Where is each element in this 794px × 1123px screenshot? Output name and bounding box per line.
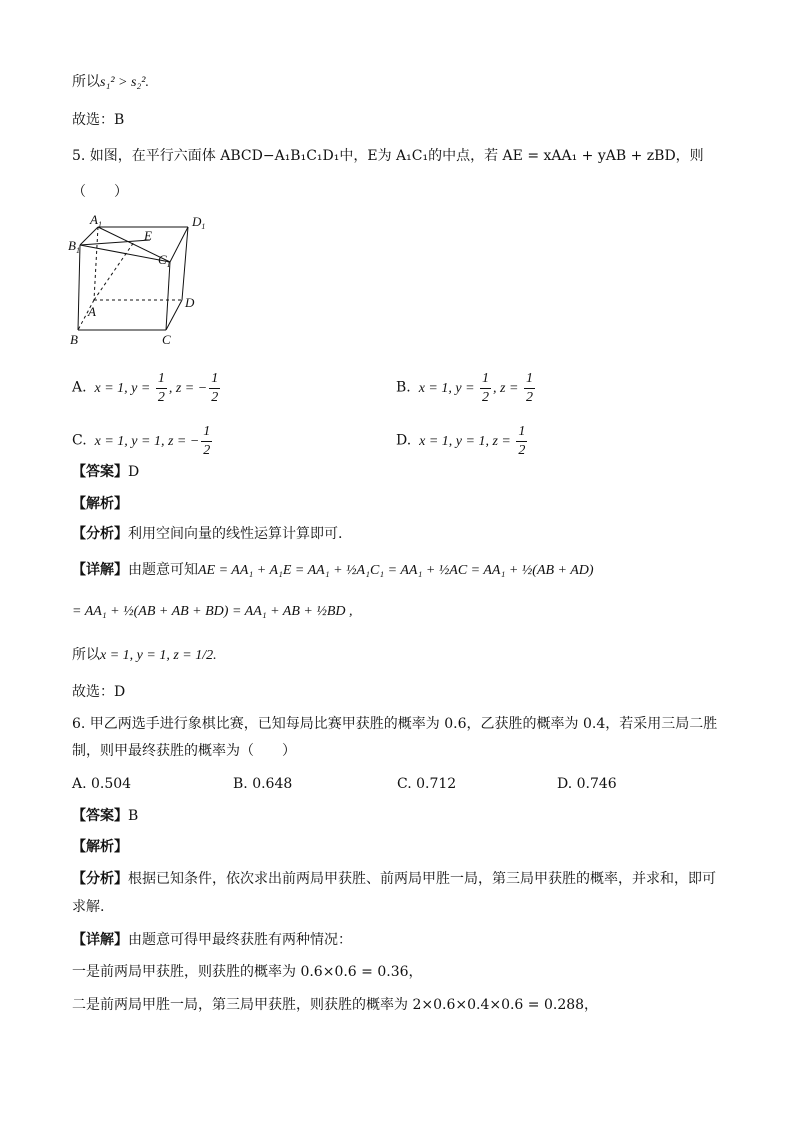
label-C1: $C_1$ [158,252,171,269]
fenxi-text: 利用空间向量的线性运算计算即可. [128,526,343,542]
q5-stem: 5. 如图，在平行六面体 ABCD−A₁B₁C₁D₁中，E为 A₁C₁的中点，若 AE = xAA₁ + yAB + zBD，则 [72,148,704,164]
q5-option-d [396,425,529,458]
q5-option-a [72,372,222,405]
q6-answer-value: B [128,808,139,824]
option-b-label: B. [396,379,411,396]
top-line-2: 故选：B [72,112,125,128]
conclusion-prefix: 所以 [72,647,100,663]
q6-analysis-tag: 【解析】 [72,839,128,855]
q6-answer [72,806,138,826]
q6-fenxi-text-1: 根据已知条件，依次求出前两局甲获胜、前两局甲胜一局，第三局甲获胜的概率，并求和，即可 [128,871,716,887]
q6-option-c: C. 0.712 [397,776,457,792]
q5-answer [72,462,139,482]
top-line-1 [72,72,149,93]
xiangjie-intro: 由题意可知 [128,562,198,578]
q5-choose: 故选：D [72,684,126,700]
label-A: A [88,304,96,319]
option-a-text: x = 1, y = $\frac{1}{2}$ , z = − $\frac{1}{2}$ [91,371,219,405]
label-D: D [185,295,195,310]
q5-option-b [396,372,537,405]
q6-xiangjie [72,930,352,950]
option-d-label: D. [396,432,412,449]
xiangjie-equation-2: = AA₁ + ½(AB + AB + BD) = AA₁ + AB + ½BD , [72,604,353,619]
q5-option-c [72,425,214,458]
q6-fenxi-1 [72,869,716,889]
option-c-text: x = 1, y = 1, z = − $\frac{1}{2}$ [91,424,211,458]
q6-option-a: A. 0.504 [72,776,132,792]
xiangjie-equation-1: AE = AA₁ + A₁E = AA₁ + ½A₁C₁ = AA₁ + ½AC = AA₁ + ½(AB + AD) [198,563,594,578]
q6-case-2: 二是前两局甲胜一局，第三局甲获胜，则获胜的概率为 2×0.6×0.4×0.6 = 0.288， [72,997,599,1013]
q5-paren: （ ） [72,184,128,200]
q6-case-1: 一是前两局甲获胜，则获胜的概率为 0.6×0.6 = 0.36， [72,964,423,980]
q6-fenxi-tag: 【分析】 [72,871,128,887]
q6-stem-1: 6. 甲乙两选手进行象棋比赛，已知每局比赛甲获胜的概率为 0.6，乙获胜的概率为 0.4，若采用三局二胜 [72,716,718,732]
label-B: B [70,332,78,347]
fenxi-tag: 【分析】 [72,526,128,542]
q6-xiangjie-tag: 【详解】 [72,932,128,948]
q5-analysis-tag: 【解析】 [72,496,128,512]
answer-tag: 【答案】 [72,464,128,480]
option-d-text: x = 1, y = 1, z = $\frac{1}{2}$ [415,424,526,458]
xiangjie-tag: 【详解】 [72,562,128,578]
q6-option-b: B. 0.648 [233,776,293,792]
label-A1: $A_1$ [90,212,102,229]
option-b-text: x = 1, y = $\frac{1}{2}$ , z = $\frac{1}{2}$ [415,371,533,405]
q5-fenxi [72,524,342,544]
parallelepiped-figure [70,212,230,347]
label-C: C [162,332,171,347]
label-E: E [144,228,152,243]
top-line-1-prefix: 所以 [72,74,100,90]
q6-stem-2: 制，则甲最终获胜的概率为（ ） [72,743,296,759]
option-c-label: C. [72,432,87,449]
q6-option-d: D. 0.746 [557,776,617,792]
q6-answer-tag: 【答案】 [72,808,128,824]
option-a-label: A. [72,379,87,396]
answer-value: D [128,464,140,480]
top-line-1-math: s₁² > s₂². [100,75,149,90]
label-D1: $D_1$ [192,214,206,231]
q6-fenxi-2: 求解. [72,899,105,915]
conclusion-math: x = 1, y = 1, z = 1/2. [100,648,217,663]
label-B1: $B_1$ [68,238,80,255]
q5-xiangjie [72,560,594,581]
q5-conclusion [72,645,217,666]
q6-xiangjie-text: 由题意可得甲最终获胜有两种情况： [128,932,352,948]
